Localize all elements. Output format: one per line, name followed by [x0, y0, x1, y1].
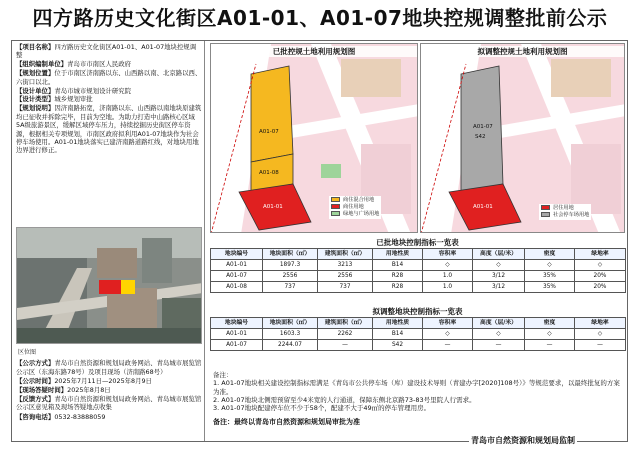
table-row [211, 260, 626, 271]
parcel-label-a01-07-right: A01-07 [473, 124, 493, 130]
table-row [211, 282, 626, 293]
column-header: 密度 [525, 318, 575, 329]
proposed-legend [539, 204, 591, 220]
table-cell: ◇ [525, 329, 575, 340]
table-cell: ◇ [473, 329, 525, 340]
legend-item [541, 205, 589, 212]
table-cell: A01-07 [211, 340, 263, 351]
table-cell: 35% [525, 282, 575, 293]
proposed-indicators-table [210, 317, 626, 351]
table-cell: 2244.07 [263, 340, 318, 351]
table-cell: 1.0 [423, 271, 473, 282]
legend-item [541, 212, 589, 219]
meeting-time: 2025年8月8日 [67, 385, 111, 394]
table-cell: — [318, 340, 373, 351]
table-cell: — [423, 340, 473, 351]
approved-indicators-table [210, 248, 626, 293]
table-cell: 3213 [318, 260, 373, 271]
final-approval-note: 备注：最终以青岛市自然资源和规划局审批为准 [213, 418, 360, 426]
note-line: 2. A01-07地块北侧需预留至少4米宽的人行通道，保障东侧北京路73-83号里院人行需求。 [213, 395, 476, 404]
approved-plan-map [210, 43, 418, 233]
publicity-method: 青岛市自然资源和规划局政务网站、青岛城市展览馆公示区（东海东路78号）及项目现场（济南路68号） [16, 359, 202, 376]
table-cell: A01-01 [211, 329, 263, 340]
table-cell: 20% [575, 271, 626, 282]
table-cell: A01-08 [211, 282, 263, 293]
table-header-row [211, 249, 626, 260]
notes-heading: 备注： [213, 371, 233, 379]
table-cell: A01-01 [211, 260, 263, 271]
table-header-row [211, 318, 626, 329]
column-header: 用地性质 [373, 249, 423, 260]
publicity-info [16, 359, 202, 422]
table-cell: — [575, 340, 626, 351]
project-info [16, 43, 202, 155]
table-cell: — [525, 340, 575, 351]
column-header: 高度（层/米） [473, 318, 525, 329]
table1-title: 已批地块控制指标一览表 [376, 238, 459, 247]
photo-caption: 区位图 [18, 349, 37, 356]
table-cell: ◇ [423, 260, 473, 271]
note-line: 1. A01-07地块相关建设控制指标需满足《青岛市公共停车场（库）建设技术导则（青建办字[2020]108号）》等规范要求，以最终批复的方案为准。 [213, 379, 620, 396]
approved-map-title: 已批控规土地利用规划图 [211, 46, 417, 57]
label-publicity-method: 【公示方式】 [16, 359, 55, 367]
column-header: 绿地率 [575, 249, 626, 260]
parcel-label-a01-01-left: A01-01 [263, 204, 283, 210]
phone: 0532-83888059 [54, 412, 106, 421]
label-project-name: 【项目名称】 [16, 43, 55, 51]
label-design-unit: 【设计单位】 [16, 86, 55, 95]
design-unit: 青岛市城市规划设计研究院 [54, 86, 132, 95]
table-cell: 35% [525, 271, 575, 282]
notes [213, 371, 623, 412]
page-title: 四方路历史文化街区A01-01、A01-07地块控规调整批前公示 [32, 6, 608, 30]
approved-legend [329, 196, 381, 219]
notice-board [11, 40, 628, 442]
location: 位于市南区济南路以东、山西路以南、北京路以西、六街口以北。 [16, 69, 202, 86]
legend-label: 商住混合用地 [343, 197, 375, 203]
issuer-signature: 青岛市自然资源和规划局监制 [471, 436, 575, 445]
column-header: 密度 [525, 249, 575, 260]
table-cell: 1603.3 [263, 329, 318, 340]
parcel-label-a01-01-right: A01-01 [473, 204, 493, 210]
table-cell: A01-07 [211, 271, 263, 282]
column-header: 地块面积（㎡） [263, 318, 318, 329]
column-header: 用地性质 [373, 318, 423, 329]
table-cell: ◇ [525, 260, 575, 271]
table-cell: 3/12 [473, 282, 525, 293]
table-cell: R28 [373, 282, 423, 293]
table-row [211, 271, 626, 282]
label-location: 【规划位置】 [16, 69, 55, 78]
label-feedback: 【反馈方式】 [16, 394, 55, 403]
column-header: 建筑面积（㎡） [318, 318, 373, 329]
column-header: 绿地率 [575, 318, 626, 329]
column-header: 容积率 [423, 318, 473, 329]
table-cell: ◇ [575, 260, 626, 271]
info-column [12, 41, 205, 441]
table-cell: S42 [373, 340, 423, 351]
label-organizer: 【组织编制单位】 [16, 60, 68, 69]
parcel-label-a01-07-left: A01-07 [259, 129, 279, 135]
table-cell: R28 [373, 271, 423, 282]
legend-label: 绿地与广场用地 [343, 211, 380, 217]
column-header: 地块编号 [211, 318, 263, 329]
note-line: 3. A01-07地块配建停车位不少于58个，配建不大于49㎡的停车管理用房。 [213, 404, 431, 413]
table2-title: 拟调整地块控制指标一览表 [372, 307, 463, 316]
table-row [211, 340, 626, 351]
parcel-label-s42: S42 [475, 134, 486, 140]
feedback: 青岛市自然资源和规划局政务网站、青岛城市展览馆公示区意见箱及现场答疑地点收集 [16, 394, 202, 412]
table-row [211, 329, 626, 340]
table-cell: — [473, 340, 525, 351]
column-header: 容积率 [423, 249, 473, 260]
column-header: 地块编号 [211, 249, 263, 260]
table-cell: 1897.3 [263, 260, 318, 271]
plan-type: 城乡规划审批 [54, 95, 93, 104]
table-cell: ◇ [473, 260, 525, 271]
label-publicity-time: 【公示时间】 [16, 376, 55, 385]
label-description: 【规划说明】 [16, 104, 55, 113]
label-plan-type: 【设计类型】 [16, 95, 55, 104]
table-cell: 2556 [263, 271, 318, 282]
legend-label: 居住用地 [553, 205, 574, 211]
table-cell: ◇ [423, 329, 473, 340]
legend-item [331, 204, 379, 211]
project-name: 四方路历史文化街区A01-01、A01-07地块控规调整 [16, 43, 197, 60]
proposed-plan-map [420, 43, 625, 233]
proposed-map-title: 拟调整控规土地利用规划图 [421, 46, 624, 57]
column-header: 高度（层/米） [473, 249, 525, 260]
legend-item [331, 197, 379, 204]
table-cell: ◇ [575, 329, 626, 340]
legend-item [331, 211, 379, 218]
description: 因济南路拓宽，济南路以东、山西路以南地块原建筑均已征收并拆除完毕，目前为空地。为助力打造中山路核心区域5A级旅游景区，缓解区域停车压力，持续挖掘历史街区停车资源，根据相关专项规划，市南区政府拟利用A01-07地块作为社会停车场使用。A01-01地块落实已建济南路道路红线，对地块用地边界进行修正。 [16, 104, 202, 155]
table-cell: 20% [575, 282, 626, 293]
table-cell: 2262 [318, 329, 373, 340]
table-cell: B14 [373, 260, 423, 271]
table-cell: 737 [318, 282, 373, 293]
table-cell: 1.0 [423, 282, 473, 293]
organizer: 青岛市市南区人民政府 [67, 60, 132, 69]
publicity-time: 2025年7月11日—2025年8月9日 [54, 376, 152, 385]
table-cell: 2556 [318, 271, 373, 282]
legend-label: 商住用地 [343, 204, 364, 210]
aerial-photo [16, 227, 202, 344]
legend-label: 社会停车场用地 [553, 212, 590, 218]
label-meeting-time: 【现场答疑时间】 [16, 385, 68, 394]
table-cell: 737 [263, 282, 318, 293]
label-phone: 【咨询电话】 [16, 412, 55, 421]
table-cell: 3/12 [473, 271, 525, 282]
column-header: 建筑面积（㎡） [318, 249, 373, 260]
column-header: 地块面积（㎡） [263, 249, 318, 260]
table-cell: B14 [373, 329, 423, 340]
parcel-label-a01-08-left: A01-08 [259, 170, 279, 176]
